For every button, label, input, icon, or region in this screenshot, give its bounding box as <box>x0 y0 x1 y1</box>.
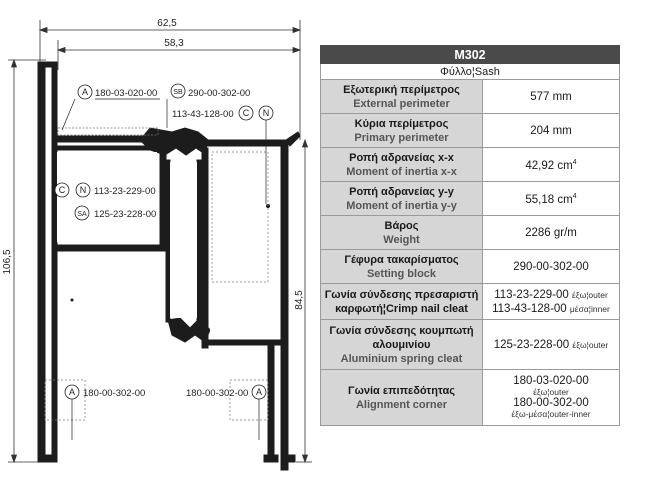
row-label-english: Setting block <box>366 267 437 280</box>
row-label-english: Primary perimeter <box>354 131 449 144</box>
inner-width-label: 58,3 <box>164 38 184 49</box>
upper-chamber-void <box>57 152 157 242</box>
row-value <box>483 320 620 370</box>
callout-setting-block <box>167 84 250 128</box>
callout-code: 180-00-302-00 <box>186 388 249 399</box>
alignment-code-2: 180-00-302-00 <box>513 396 589 409</box>
row-label-english: Alignment corner <box>355 398 448 411</box>
badge-a: A <box>81 87 89 97</box>
badge-c: C <box>58 185 66 195</box>
row-label-english: Weight <box>383 233 420 246</box>
row-value-exponent: 4 <box>572 159 577 167</box>
alignment-code-1: 180-03-020-00 <box>513 374 589 387</box>
row-label-english: Moment of inertia y-y <box>346 199 457 212</box>
badge-a: A <box>68 387 76 397</box>
badge-sb: SB <box>173 89 183 96</box>
table-title: M302 <box>321 46 620 64</box>
row-label: Γωνία σύνδεσης πρεσαριστή καρφωτή¦Crimp nail cleat <box>321 284 483 320</box>
screw-point <box>71 299 74 302</box>
callout-code: 180-03-020-00 <box>95 88 158 99</box>
inner-height-label: 84,5 <box>294 290 305 310</box>
row-label-greek: Γέφυρα τακαρίσματος <box>344 253 459 266</box>
badge-c: C <box>242 108 250 118</box>
row-value: 290-00-302-00 <box>483 250 620 284</box>
row-label-greek: Ροπή αδρανείας y-y <box>349 185 454 198</box>
table-row <box>321 250 620 284</box>
callout-code: 113-23-229-00 <box>94 186 156 197</box>
badge-sa: SA <box>77 211 87 218</box>
table-row <box>321 216 620 250</box>
inner-chamber-void <box>210 150 280 338</box>
callout-code: 125-23-228-00 <box>94 209 157 220</box>
profile-cross-section-drawing <box>0 0 320 498</box>
table-row-crimp-cleat <box>321 284 620 320</box>
callout-code: 180-00-302-00 <box>83 388 146 399</box>
badge-n: N <box>262 108 270 118</box>
row-value-text: 55,18 cm <box>525 193 573 206</box>
row-value <box>483 182 620 216</box>
table-subtitle: Φύλλο¦Sash <box>321 64 620 80</box>
crimp-note-inner: μέσα¦inner <box>569 303 610 314</box>
callout-code: 290-00-302-00 <box>188 88 251 99</box>
row-value <box>483 148 620 182</box>
row-label-english: Aluminium spring cleat <box>340 352 463 365</box>
row-label-english: External perimeter <box>353 97 450 110</box>
table-row-spring-cleat <box>321 320 620 370</box>
overall-height-label: 106,5 <box>2 249 13 275</box>
row-value-exponent: 4 <box>572 193 577 201</box>
row-label-greek: Εξωτερική περίμετρος <box>343 83 460 96</box>
row-value: 2286 gr/m <box>483 216 620 250</box>
callout-spring-cleat <box>75 206 156 220</box>
callout-alignment-corner-right <box>186 385 266 440</box>
overall-width-label: 62,5 <box>157 18 177 29</box>
row-label-english: Moment of inertia x-x <box>346 165 457 178</box>
row-value: 204 mm <box>483 114 620 148</box>
table-row-alignment-corner <box>321 370 620 426</box>
badge-a: A <box>255 387 263 397</box>
row-value <box>483 284 620 320</box>
spring-code: 125-23-228-00 <box>493 338 570 351</box>
row-value-text: 42,92 cm <box>525 159 573 172</box>
spring-note: έξω¦outer <box>572 339 609 350</box>
row-label-greek: Ροπή αδρανείας x-x <box>349 151 454 164</box>
row-label-greek: Γωνία επιπεδότητας <box>347 384 456 397</box>
table-row <box>321 114 620 148</box>
callout-alignment-corner-outer <box>62 85 160 130</box>
badge-n: N <box>79 185 87 195</box>
table-row <box>321 182 620 216</box>
callout-code: 113-43-128-00 <box>172 109 234 120</box>
row-value: 577 mm <box>483 80 620 114</box>
row-label-greek: Γωνία σύνδεσης κουμπωτή αλουμινίου <box>329 324 474 351</box>
table-row <box>321 80 620 114</box>
row-value <box>483 370 620 426</box>
crimp-note-outer: έξω¦outer <box>571 289 608 300</box>
row-label-greek: Βάρος <box>384 219 419 232</box>
alignment-note-2: έξω-μέσα¦outer-inner <box>511 408 591 419</box>
specification-table <box>320 45 620 426</box>
screw-point <box>54 411 57 414</box>
glazing-void <box>170 162 197 318</box>
table-row <box>321 148 620 182</box>
callout-alignment-corner-left <box>65 385 145 440</box>
row-label-greek: Κύρια περίμετρος <box>354 117 449 130</box>
crimp-code-inner: 113-43-128-00 <box>492 302 567 315</box>
crimp-code-outer: 113-23-229-00 <box>494 288 569 301</box>
alignment-note-1: έξω¦outer <box>533 386 569 397</box>
